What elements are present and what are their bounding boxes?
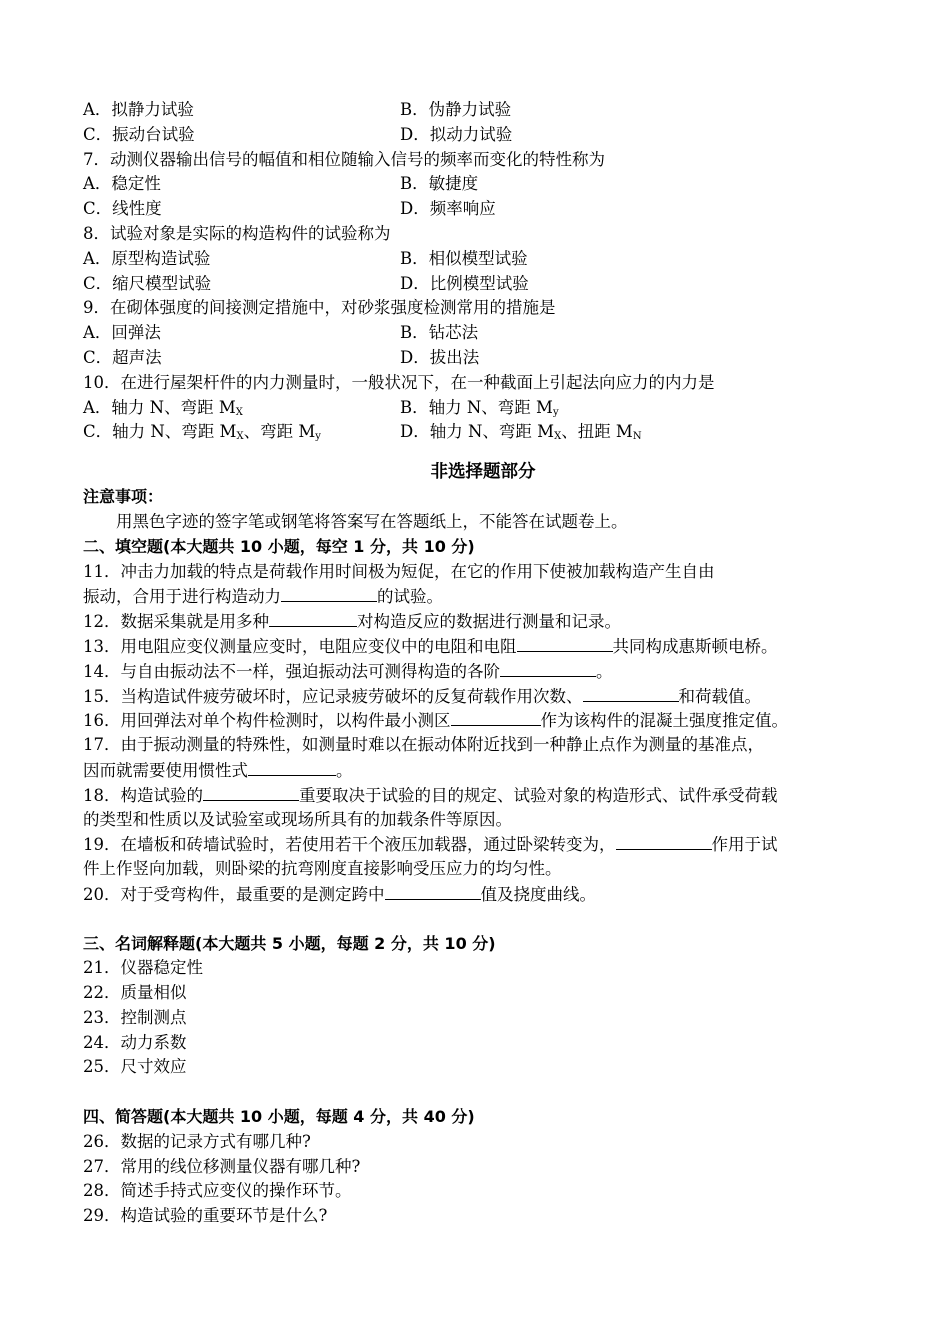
option-c: C．轴力 N、弯距 $M_X$、弯距 $M_y$ [83,422,321,443]
answer-blank [203,783,299,801]
question-stem: 7．动测仪器输出信号的幅值和相位随输入信号的频率而变化的特性称为 [83,149,605,169]
question-11-line1: 11．冲击力加载的特点是荷载作用时间极为短促，在它的作用下使被加载构造产生自由 [83,561,715,581]
option-row [83,396,883,421]
spacer [83,907,883,932]
list-item: 27．常用的线位移测量仪器有哪几种? [83,1156,361,1176]
question-18-line2: 的类型和性质以及试验室或现场所具有的加载条件等原因。 [83,809,512,829]
list-item: 29．构造试验的重要环节是什么? [83,1206,328,1226]
option-b: B．相似模型试验 [400,248,528,268]
short-answer-heading: 四、简答题(本大题共 10 小题，每题 4 分，共 40 分) [83,1107,475,1127]
question-18-line1: 18．构造试验的 重要取决于试验的目的规定、试验对象的构造形式、试件承受荷载 [83,783,883,808]
question-stem: 8．试验对象是实际的构造构件的试验称为 [83,223,391,243]
answer-blank [385,882,481,900]
spacer [83,1080,883,1105]
list-item: 28．简述手持式应变仪的操作环节。 [83,1181,352,1201]
option-c: C．振动台试验 [83,124,195,144]
list-item: 22．质量相似 [83,983,187,1003]
option-row [83,172,883,197]
option-b: B．钻芯法 [400,323,479,343]
answer-blank [248,758,336,776]
option-c: C．超声法 [83,347,162,367]
answer-blank [281,584,377,602]
question-13: 13．用电阻应变仪测量应变时，电阻应变仪中的电阻和电阻 共同构成惠斯顿电桥。 [83,634,883,659]
option-d: D．比例模型试验 [400,273,529,293]
question-19-line2: 件上作竖向加载，则卧梁的抗弯刚度直接影响受压应力的均匀性。 [83,859,562,879]
option-d: D．轴力 N、弯距 $M_X$、扭距 $M_N$ [400,422,642,443]
question-15: 15．当构造试件疲劳破坏时，应记录疲劳破坏的反复荷载作用次数、 和荷载值。 [83,684,883,709]
answer-blank [269,609,357,627]
option-a: A．拟静力试验 [83,100,194,119]
question-stem: 10．在进行屋架杆件的内力测量时，一般状况下，在一种截面上引起法向应力的内力是 [83,372,715,392]
list-item: 23．控制测点 [83,1007,187,1027]
option-a: A．原型构造试验 [83,248,211,268]
question-20: 20．对于受弯构件，最重要的是测定跨中 值及挠度曲线。 [83,882,883,907]
question-19-line1: 19．在墙板和砖墙试验时，若使用若干个液压加载器，通过卧梁转变为， 作用于试 [83,832,883,857]
exam-page [83,98,883,1229]
option-b: B．伪静力试验 [400,100,512,119]
option-row [83,123,883,148]
answer-blank [517,634,613,652]
option-row [83,321,883,346]
answer-blank [451,708,541,726]
notice-text: 用黑色字迹的签字笔或钢笔将答案写在答题纸上，不能答在试题卷上。 [116,511,628,531]
option-row [83,98,883,123]
question-11-line2: 振动，合用于进行构造动力 的试验。 [83,584,883,609]
list-item: 26．数据的记录方式有哪几种? [83,1131,311,1151]
question-14: 14．与自由振动法不一样，强迫振动法可测得构造的各阶 。 [83,659,883,684]
option-d: D．拟动力试验 [400,124,513,144]
option-row [83,197,883,222]
question-17-line2: 因而就需要使用惯性式 。 [83,758,883,783]
question-12: 12．数据采集就是用多种 对构造反应的数据进行测量和记录。 [83,609,883,634]
option-b: B．轴力 N、弯距 $M_y$ [400,397,559,418]
list-item: 21．仪器稳定性 [83,958,203,978]
fill-heading: 二、填空题(本大题共 10 小题，每空 1 分，共 10 分) [83,536,475,556]
option-b: B．敏捷度 [400,174,479,194]
option-row [83,346,883,371]
list-item: 24．动力系数 [83,1032,187,1052]
terms-heading: 三、名词解释题(本大题共 5 小题，每题 2 分，共 10 分) [83,933,496,953]
notice-title: 注意事项： [83,487,164,507]
option-c: C．缩尺模型试验 [83,273,212,293]
question-16: 16．用回弹法对单个构件检测时，以构件最小测区 作为该构件的混凝土强度推定值。 [83,708,883,733]
option-c: C．线性度 [83,199,162,219]
question-17-line1: 17．由于振动测量的特殊性，如测量时难以在振动体附近找到一种静止点作为测量的基准点， [83,735,764,755]
section-title: 非选择题部分 [430,462,536,483]
option-row [83,247,883,272]
answer-blank [500,659,596,677]
option-d: D．拔出法 [400,347,480,367]
list-item: 25．尺寸效应 [83,1057,187,1077]
option-a: A．轴力 N、弯距 $M_X$ [83,397,243,418]
option-d: D．频率响应 [400,199,496,219]
option-row [83,420,883,445]
option-a: A．稳定性 [83,174,161,194]
answer-blank [583,684,679,702]
option-row [83,272,883,297]
option-a: A．回弹法 [83,323,161,343]
question-stem: 9．在砌体强度的间接测定措施中，对砂浆强度检测常用的措施是 [83,298,556,318]
answer-blank [616,832,712,850]
